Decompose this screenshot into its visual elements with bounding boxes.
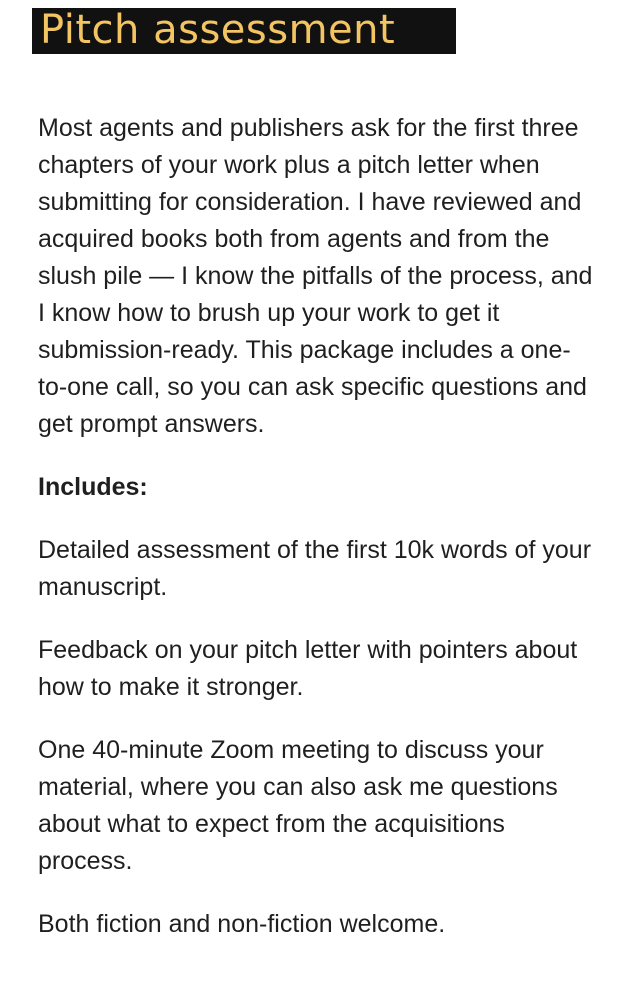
package-description <box>38 110 598 969</box>
closing-note: Both fiction and non-fiction welcome. <box>38 910 446 938</box>
include-item-feedback: Feedback on your pitch letter with pointers about how to make it stronger. <box>38 636 578 701</box>
include-item-zoom-meeting: One 40-minute Zoom meeting to discuss your material, where you can also ask me questions about what to expect from the acquisitions process. <box>38 736 558 875</box>
intro-paragraph: Most agents and publishers ask for the first three chapters of your work plus a pitch letter when submitting for consideration. I have reviewed and acquired books both from agents and from the slush pile — I know the pitfalls of the process, and I know how to brush up your work to get it submission-ready. This package includes a one-to-one call, so you can ask specific questions and get prompt answers. <box>38 114 593 438</box>
includes-heading: Includes: <box>38 473 148 501</box>
page-title: Pitch assessment <box>32 8 456 54</box>
include-item-assessment: Detailed assessment of the first 10k words of your manuscript. <box>38 536 592 601</box>
